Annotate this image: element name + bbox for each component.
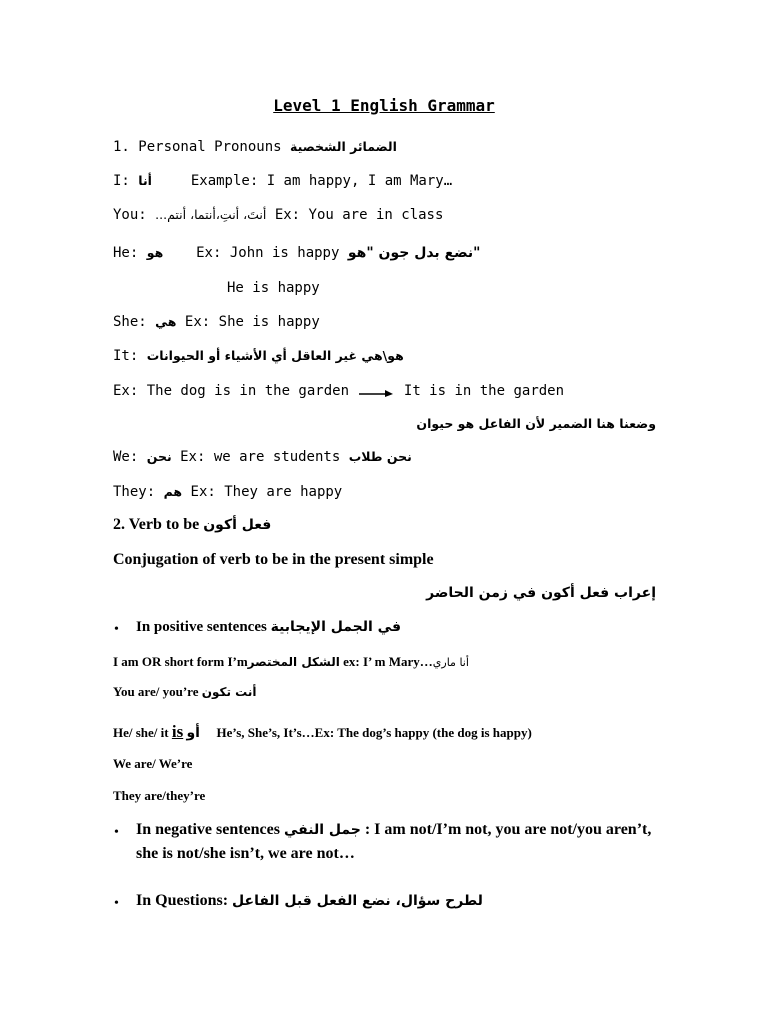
- right-arrow-icon: [359, 385, 393, 397]
- verb-heading: [113, 516, 271, 534]
- pronoun-he-example: Ex: John is happy: [196, 245, 340, 261]
- pronoun-he-ar: هو: [146, 245, 164, 260]
- we-are-line: We are/ We’re: [113, 756, 193, 771]
- i-am-line: [113, 654, 469, 670]
- pronouns-heading-ar: الضمائر الشخصية: [290, 139, 397, 154]
- i-am-ar: الشكل المختصر: [247, 655, 340, 669]
- pronoun-they-label: They:: [113, 484, 156, 500]
- pronoun-it-example-line: [113, 383, 564, 399]
- is-word: is: [171, 722, 184, 741]
- questions-line: [136, 892, 483, 910]
- pronoun-it-note-ar: وضعنا هنا الضمير لأن الفاعل هو حيوان: [416, 416, 656, 431]
- conjugation-heading: Conjugation of verb to be in the present simple: [113, 551, 434, 568]
- pronoun-he-result: He is happy: [227, 280, 320, 296]
- positive-heading: [136, 619, 401, 636]
- pronoun-we-label: We:: [113, 449, 139, 465]
- pronouns-heading-en: 1. Personal Pronouns: [113, 139, 282, 155]
- pronoun-i-label: I:: [113, 173, 130, 189]
- pronoun-they-example: Ex: They are happy: [190, 484, 343, 500]
- pronoun-she-label: She:: [113, 314, 147, 330]
- bullet-negative: •: [114, 825, 119, 840]
- pronoun-he-note-ar: "نضع بدل جون "هو: [347, 245, 481, 261]
- pronoun-you-ar: أنتَ، أنتِ،أنتما، أنتم...: [155, 207, 267, 222]
- bullet-positive: •: [114, 622, 119, 637]
- bullet-questions: •: [114, 896, 119, 911]
- negative-heading-ar: جمل النفي: [283, 822, 361, 838]
- verb-heading-ar: فعل أكون: [203, 517, 272, 533]
- or-ar: أو: [186, 725, 200, 741]
- pronoun-i-line: [113, 173, 452, 189]
- pronoun-they-ar: هم: [163, 484, 183, 499]
- pronoun-we-example: Ex: we are students: [180, 449, 341, 465]
- pronoun-you-label: You:: [113, 207, 147, 223]
- i-am-en: I am OR short form I’m: [113, 654, 248, 669]
- pronoun-you-example: Ex: You are in class: [274, 207, 444, 223]
- he-she-it-en: He/ she/ it: [113, 725, 169, 740]
- you-are-line: [113, 684, 256, 700]
- negative-line-1: [136, 821, 651, 839]
- i-am-example: ex: I’ m Mary…: [343, 654, 433, 669]
- he-she-it-example: He’s, She’s, It’s…Ex: The dog’s happy (the dog is happy): [216, 725, 532, 740]
- negative-rest-1: : I am not/I’m not, you are not/you aren’t,: [364, 821, 652, 838]
- pronoun-we-note-ar: نحن طلاب: [348, 449, 412, 464]
- pronoun-we-line: [113, 449, 412, 465]
- pronoun-i-ar: أنا: [138, 173, 152, 188]
- page-title: Level 1 English Grammar: [273, 96, 495, 115]
- conjugation-heading-ar: إعراب فعل أكون في زمن الحاضر: [426, 585, 656, 601]
- pronoun-she-ar: هي: [155, 314, 177, 329]
- positive-heading-ar: في الجمل الإيجابية: [270, 619, 401, 635]
- pronoun-it-example-right: It is in the garden: [403, 383, 565, 399]
- pronoun-we-ar: نحن: [146, 449, 172, 464]
- negative-rest-2: she is not/she isn’t, we are not…: [136, 845, 355, 862]
- pronoun-she-example: Ex: She is happy: [184, 314, 320, 330]
- pronoun-she-line: [113, 314, 320, 330]
- pronoun-it-ar: هو\هي غير العاقل أي الأشياء أو الحيوانات: [146, 348, 404, 363]
- negative-heading-en: In negative sentences: [136, 821, 280, 838]
- pronoun-they-line: [113, 484, 342, 500]
- i-am-example-ar: أنا ماري: [432, 656, 469, 669]
- they-are-line: They are/they’re: [113, 788, 206, 803]
- questions-heading-en: In Questions:: [136, 892, 229, 909]
- you-are-ar: أنت تكون: [201, 685, 257, 699]
- pronoun-you-line: [113, 207, 443, 223]
- pronoun-it-line: [113, 348, 404, 364]
- pronoun-it-example-left: Ex: The dog is in the garden: [113, 383, 350, 399]
- pronoun-he-label: He:: [113, 245, 139, 261]
- questions-heading-ar: لطرح سؤال، نضع الفعل قبل الفاعل: [232, 893, 483, 909]
- pronouns-heading: [113, 139, 397, 155]
- verb-heading-en: 2. Verb to be: [113, 516, 200, 533]
- you-are-en: You are/ you’re: [113, 684, 199, 699]
- pronoun-it-label: It:: [113, 348, 139, 364]
- pronoun-i-example: Example: I am happy, I am Mary…: [190, 173, 453, 189]
- pronoun-he-line: [113, 245, 480, 261]
- he-she-it-line: [113, 722, 532, 742]
- positive-heading-en: In positive sentences: [136, 619, 267, 635]
